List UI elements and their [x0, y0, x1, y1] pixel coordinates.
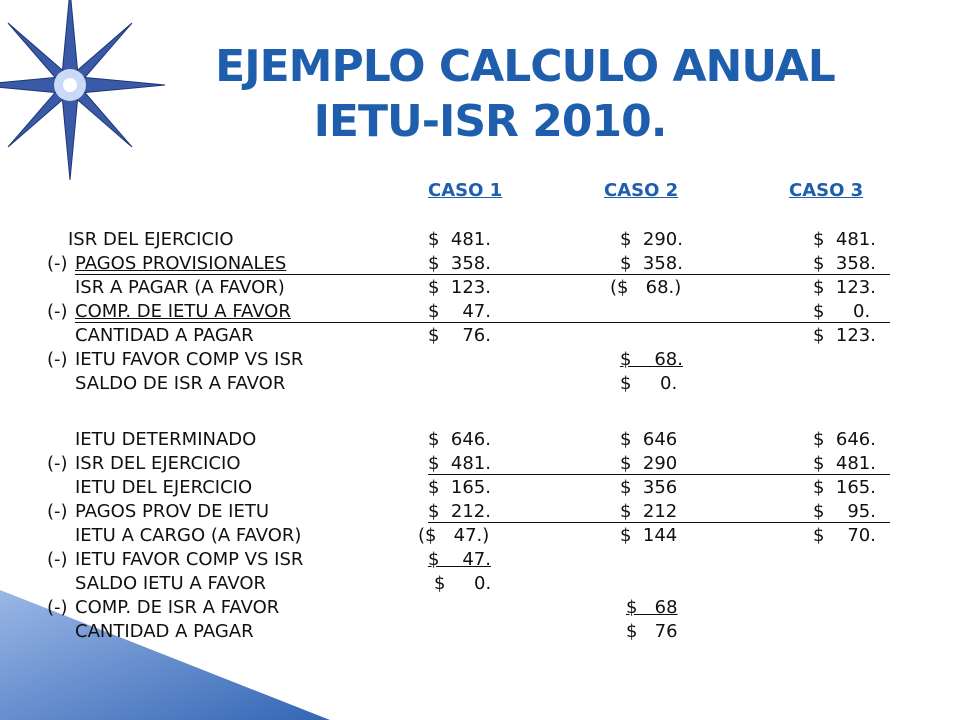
underline-rule [75, 322, 890, 323]
row-prefix: (-) [47, 597, 74, 618]
page-subtitle: IETU-ISR 2010. [313, 96, 667, 147]
row-prefix: (-) [47, 549, 74, 570]
value-case-1: $ 358. [428, 253, 491, 274]
value-case-1: $ 481. [428, 229, 491, 250]
row-prefix: (-) [47, 501, 74, 522]
value-case-3: $ 0. [813, 301, 871, 322]
value-case-2: $ 290. [620, 229, 683, 250]
row-prefix: (-) [47, 253, 74, 274]
value-case-1: $ 123. [428, 277, 491, 298]
underline-rule [428, 522, 890, 523]
case-3-header: CASO 3 [789, 180, 864, 201]
value-case-2: $ 144 [620, 525, 678, 546]
value-case-1: $ 212. [428, 501, 491, 522]
value-case-3: $ 481. [813, 229, 876, 250]
row-label: ISR DEL EJERCICIO [75, 453, 241, 474]
value-case-1: $ 0. [434, 573, 492, 594]
row-label: SALDO DE ISR A FAVOR [75, 373, 286, 394]
case-1-header: CASO 1 [428, 180, 503, 201]
value-case-2: $ 646 [620, 429, 678, 450]
value-case-3: $ 123. [813, 325, 876, 346]
value-case-2: $ 290 [620, 453, 678, 474]
value-case-1: $ 165. [428, 477, 491, 498]
value-case-3: $ 358. [813, 253, 876, 274]
row-label: IETU DEL EJERCICIO [75, 477, 253, 498]
value-case-1: $ 646. [428, 429, 491, 450]
row-label: ISR A PAGAR (A FAVOR) [75, 277, 285, 298]
value-case-2: $ 356 [620, 477, 678, 498]
row-prefix: (-) [47, 301, 74, 322]
row-label: CANTIDAD A PAGAR [75, 621, 254, 642]
star-icon [0, 0, 170, 185]
value-case-3: $ 646. [813, 429, 876, 450]
value-case-1: $ 76. [428, 325, 491, 346]
value-case-2: $ 0. [620, 373, 678, 394]
value-case-1: ($ 47.) [418, 525, 490, 546]
row-label: IETU A CARGO (A FAVOR) [75, 525, 302, 546]
row-label: IETU FAVOR COMP VS ISR [75, 549, 304, 570]
value-case-1: $ 481. [428, 453, 491, 474]
row-label: PAGOS PROV DE IETU [75, 501, 270, 522]
value-case-2: ($ 68.) [610, 277, 682, 298]
value-case-1: $ 47. [428, 301, 491, 322]
value-case-3: $ 123. [813, 277, 876, 298]
row-label: COMP. DE IETU A FAVOR [75, 301, 291, 322]
row-label: PAGOS PROVISIONALES [75, 253, 287, 274]
value-case-3: $ 481. [813, 453, 876, 474]
value-case-2: $ 68. [620, 349, 683, 370]
row-label: COMP. DE ISR A FAVOR [75, 597, 280, 618]
value-case-1: $ 47. [428, 549, 491, 570]
row-label: CANTIDAD A PAGAR [75, 325, 254, 346]
row-prefix: (-) [47, 349, 74, 370]
value-case-3: $ 165. [813, 477, 876, 498]
value-case-3: $ 95. [813, 501, 876, 522]
row-label: IETU FAVOR COMP VS ISR [75, 349, 304, 370]
page-title: EJEMPLO CALCULO ANUAL [215, 41, 835, 92]
value-case-2: $ 212 [620, 501, 678, 522]
value-case-2: $ 68 [626, 597, 678, 618]
underline-rule [75, 274, 890, 275]
value-case-3: $ 70. [813, 525, 876, 546]
row-label: ISR DEL EJERCICIO [68, 229, 234, 250]
case-2-header: CASO 2 [604, 180, 679, 201]
row-prefix: (-) [47, 453, 74, 474]
underline-rule [428, 474, 890, 475]
row-label: IETU DETERMINADO [75, 429, 257, 450]
value-case-2: $ 358. [620, 253, 683, 274]
row-label: SALDO IETU A FAVOR [75, 573, 266, 594]
value-case-2: $ 76 [626, 621, 678, 642]
